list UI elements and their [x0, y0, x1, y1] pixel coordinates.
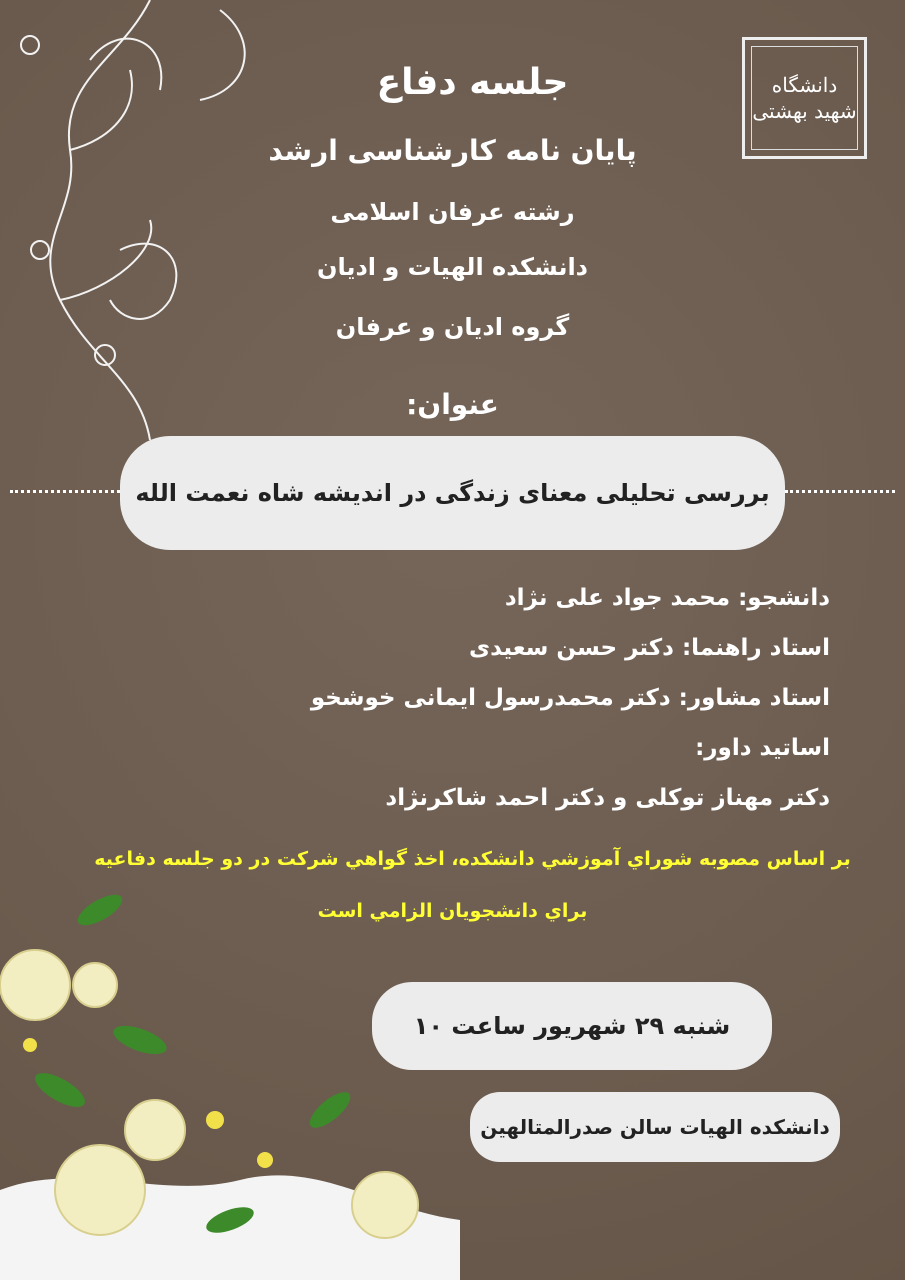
supervisor: استاد راهنما: دکتر حسن سعیدی — [469, 635, 830, 661]
student: دانشجو: محمد جواد علی نژاد — [504, 585, 830, 611]
advisor: استاد مشاور: دکتر محمدرسول ایمانی خوشخو — [310, 685, 830, 711]
thesis-title: بررسی تحلیلی معنای زندگی در اندیشه شاه نعمت الله — [135, 479, 770, 507]
thesis-title-label: عنوان: — [406, 388, 499, 421]
divider-left — [10, 490, 120, 497]
field: رشته عرفان اسلامی — [330, 198, 575, 226]
event-location: دانشکده الهیات سالن صدرالمتالهین — [480, 1115, 830, 1139]
event-datetime: شنبه ۲۹ شهریور ساعت ۱۰ — [413, 1012, 731, 1040]
logo-text: دانشگاه شهید بهشتی — [751, 46, 858, 150]
roses-decoration — [0, 860, 460, 1280]
notice-line-1: بر اساس مصوبه شوراي آموزشي دانشكده، اخذ گواهي شركت در دو جلسه دفاعيه — [94, 848, 851, 870]
page-title: جلسه دفاع — [376, 62, 569, 103]
event-location-banner — [470, 1092, 840, 1162]
thesis-title-banner — [120, 436, 785, 550]
group: گروه ادیان و عرفان — [335, 313, 570, 341]
referees-label: اساتید داور: — [695, 735, 830, 761]
divider-right — [785, 490, 895, 497]
faculty: دانشکده الهیات و ادیان — [316, 253, 588, 281]
subtitle: پایان نامه کارشناسی ارشد — [268, 134, 637, 167]
referees: دکتر مهناز توکلی و دکتر احمد شاکرنژاد — [385, 785, 830, 811]
notice-line-2: براي دانشجويان الزامي است — [317, 900, 588, 922]
